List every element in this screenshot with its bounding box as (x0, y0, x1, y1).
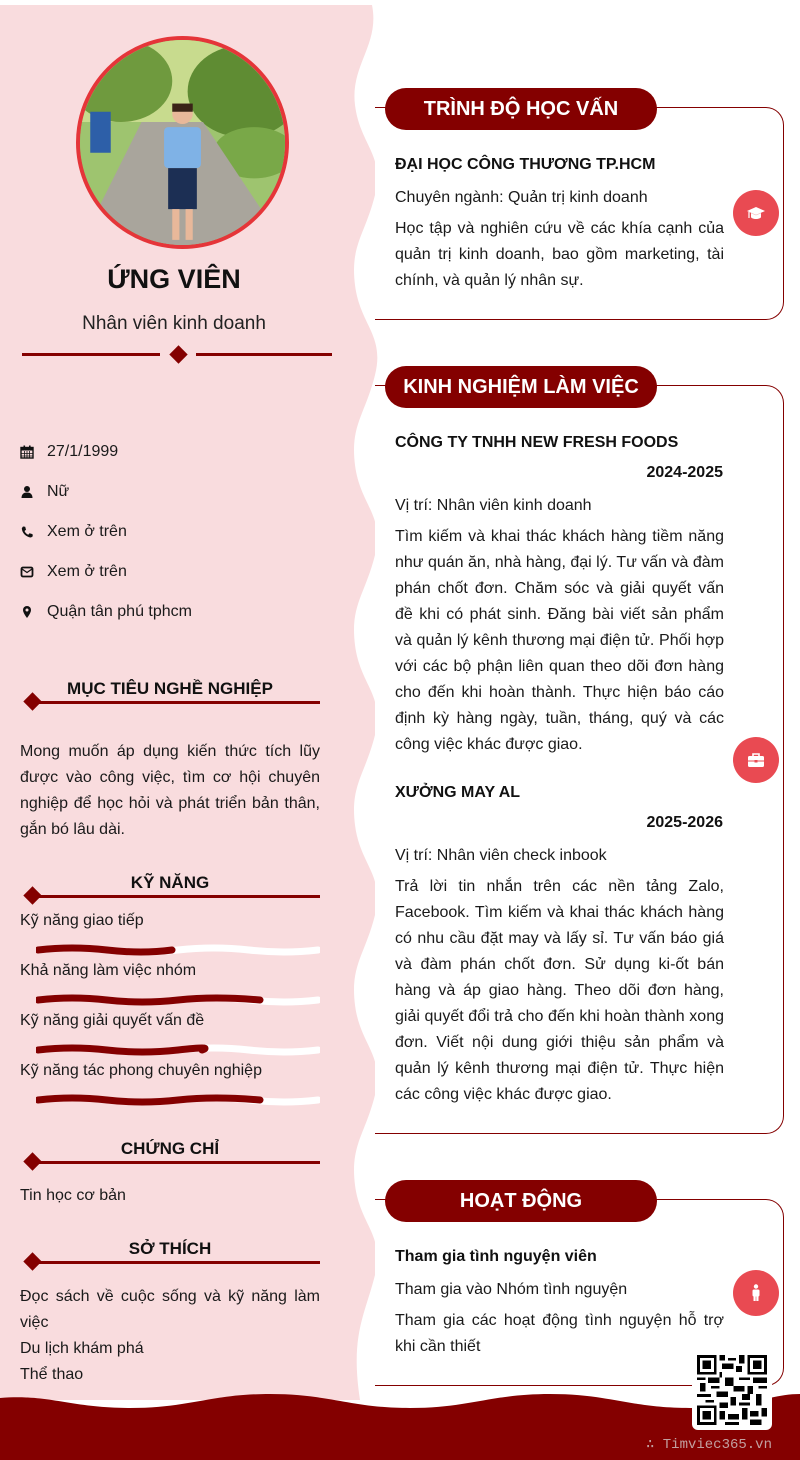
envelope-icon (20, 565, 47, 579)
education-title: TRÌNH ĐỘ HỌC VẤN (385, 88, 657, 130)
contact-email (20, 552, 340, 592)
candidate-name: ỨNG VIÊN (107, 264, 241, 294)
job-company: XƯỞNG MAY AL (395, 784, 521, 801)
skill-level-bar (36, 994, 320, 1006)
contact-address (20, 592, 340, 632)
skill-level-bar (36, 1094, 320, 1106)
sidebar (0, 0, 360, 1400)
skill-item (20, 962, 320, 984)
map-marker-icon (20, 605, 47, 619)
calendar-icon (20, 445, 47, 459)
male-person-icon (733, 1270, 779, 1316)
activity-description: Tham gia các hoạt động tình nguyện hỗ trợ khi cần thiết (395, 1312, 724, 1355)
skill-label: Khả năng làm việc nhóm (20, 962, 197, 979)
briefcase-icon (733, 737, 779, 783)
graduation-cap-icon (733, 190, 779, 236)
skill-level-bar (36, 944, 320, 956)
activity-name: Tham gia tình nguyện viên (395, 1248, 597, 1265)
contact-gender (20, 472, 340, 512)
hobby-item: Du lịch khám phá (20, 1340, 144, 1357)
certificates-heading: CHỨNG CHỈ (20, 1139, 320, 1169)
education-major: Chuyên ngành: Quản trị kinh doanh (395, 189, 648, 206)
watermark: ∴ Timviec365.vn (645, 1437, 772, 1453)
hobby-item: Thể thao (20, 1366, 84, 1383)
phone-value[interactable]: Xem ở trên (47, 523, 127, 540)
certificate-item: Tin học cơ bản (20, 1187, 126, 1204)
skill-label: Kỹ năng giải quyết vấn đề (20, 1012, 205, 1029)
job-period: 2025-2026 (646, 814, 723, 831)
skill-item (20, 912, 320, 934)
gender-value: Nữ (47, 483, 70, 500)
skill-item (20, 1062, 320, 1084)
avatar-photo (80, 40, 285, 245)
contact-phone (20, 512, 340, 552)
job-period: 2024-2025 (646, 464, 723, 481)
contact-birthday (20, 432, 340, 472)
skills-heading: KỸ NĂNG (20, 873, 320, 903)
birthday-value: 27/1/1999 (47, 443, 119, 460)
email-value[interactable]: Xem ở trên (47, 563, 127, 580)
skill-label: Kỹ năng tác phong chuyên nghiệp (20, 1062, 262, 1079)
experience-section (375, 376, 784, 1134)
objective-heading: MỤC TIÊU NGHỀ NGHIỆP (20, 679, 320, 709)
job-description: Trả lời tin nhắn trên các nền tảng Zalo, Facebook. Tìm kiếm và khai thác khách hàng có nhu cầu đặt may và lấy sỉ. Tư vấn báo giá và đàm phán chốt đơn. Sử dụng ki-ốt bán hàng và áp giao hàng. Theo dõi đơn hàng, giải quyết đổi trả cho đến khi hoàn thành xong đơn. Viết nội dung giới thiệu sản phẩm và quản lý kênh thương mại điện tử. Thực hiện các công việc khác được giao. (395, 878, 724, 1103)
address-value: Quận tân phú tphcm (47, 603, 192, 620)
qr-code-icon (697, 1355, 767, 1425)
name-divider (22, 344, 332, 364)
hobbies-heading: SỞ THÍCH (20, 1239, 320, 1269)
education-description: Học tập và nghiên cứu về các khía cạnh của quản trị kinh doanh, bao gồm marketing, tài chính, và quản lý nhân sự. (395, 220, 724, 289)
skill-item (20, 1012, 320, 1034)
qr-code[interactable] (692, 1350, 772, 1430)
experience-title: KINH NGHIỆM LÀM VIỆC (385, 366, 657, 408)
candidate-job-title: Nhân viên kinh doanh (82, 313, 266, 334)
user-icon (20, 485, 47, 499)
job-description: Tìm kiếm và khai thác khách hàng tiềm năng như quán ăn, nhà hàng, đại lý. Tư vấn và đàm phán chốt đơn. Chăm sóc và giải quyết vấn đề khi có phát sinh. Đăng bài viết sản phẩm và quản lý kênh thương mại điện tử. Phối hợp với các bộ phận liên quan theo dõi đơn hàng cho đến khi hoàn thành. Thực hiện báo cáo định kỳ hàng ngày, tuần, tháng, quý và các công việc khác được giao. (395, 528, 724, 753)
skill-label: Kỹ năng giao tiếp (20, 912, 144, 929)
activity-group: Tham gia vào Nhóm tình nguyện (395, 1281, 628, 1298)
job-position: Vị trí: Nhân viên check inbook (395, 847, 607, 864)
hobbies-list (20, 1284, 320, 1388)
education-section (375, 98, 784, 320)
school-name: ĐẠI HỌC CÔNG THƯƠNG TP.HCM (395, 156, 656, 173)
objective-text: Mong muốn áp dụng kiến thức tích lũy được vào công việc, tìm cơ hội chuyên nghiệp để học hỏi và phát triển bản thân, gắn bó lâu dài. (20, 743, 320, 838)
hobby-item: Đọc sách về cuộc sống và kỹ năng làm việc (20, 1288, 320, 1331)
contact-list (20, 432, 340, 632)
skill-level-bar (36, 1044, 320, 1056)
phone-icon (20, 525, 47, 539)
job-company: CÔNG TY TNHH NEW FRESH FOODS (395, 434, 679, 451)
activities-title: HOẠT ĐỘNG (385, 1180, 657, 1222)
avatar (76, 36, 289, 249)
job-position: Vị trí: Nhân viên kinh doanh (395, 497, 592, 514)
